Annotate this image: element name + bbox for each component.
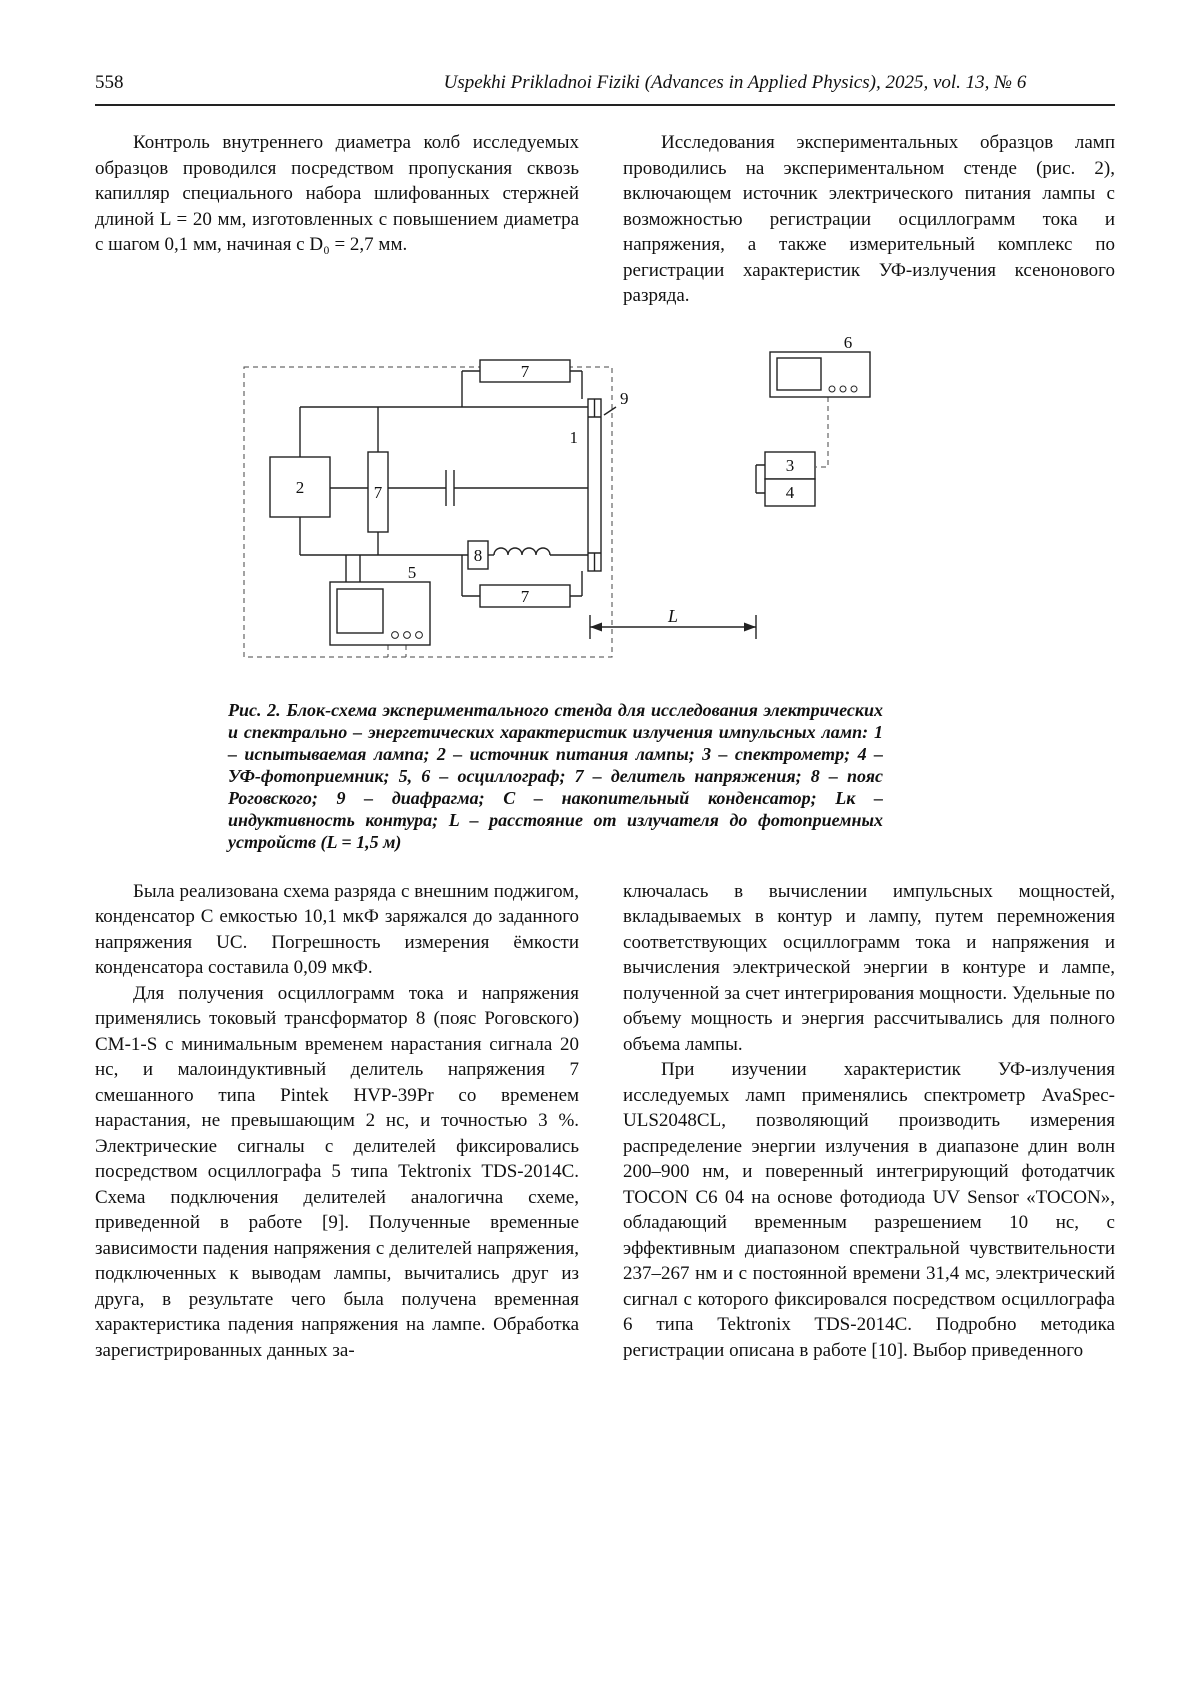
label-4: 4: [785, 482, 795, 502]
paragraph-body-right-2: При изучении характеристик УФ-излучения исследуемых ламп применялись спектрометр AvaSpec-ULS2048CL, позволяющий производить измерения распределение энергии излучения в диапазоне длин волн 200–900 нм, и поверенный интегрирующий фотодатчик TOCON C6 04 на основе фотодиода UV Sensor «TOCON», обладающий временным разрешением 10 нс, с эффективным диапазоном спектральной чувствительности 237–267 нм и с постоянной времени 31,4 мс, электрический сигнал с которого фиксировался посредством осциллографа 6 типа Tektronix TDS-2014C. Подробно методика регистрации описана в работе [10]. Выбор приведенного: [623, 1059, 1115, 1361]
paragraph-body-left-1: Была реализована схема разряда с внешним поджигом, конденсатор С емкостью 10,1 мкФ заряжался до заданного напряжения UC. Погрешность измерения ёмкости конденсатора составила 0,09 мкФ.: [95, 880, 580, 978]
inductor-symbol: [494, 548, 550, 555]
label-L: L: [667, 605, 679, 626]
body-left-column: [95, 879, 579, 1364]
oscilloscope-5: [330, 582, 430, 645]
label-6: 6: [843, 336, 853, 352]
figure-caption: Рис. 2. Блок-схема экспериментального стенда для исследования электрических и спектрально – энергетических характеристик излучения импульсных ламп: 1 – испытываемая лампа; 2 – источник питания лампы; 3 – спектрометр; 4 – УФ-фотоприемник; 5, 6 – осциллограф; 7 – делитель напряжения; 8 – пояс Роговского; 9 – диафрагма; С – накопительный конденсатор; Lк – индуктивность контура; L – расстояние от излучателя до фотоприемных устройств (L = 1,5 м): [228, 699, 883, 852]
scope6-screen: [777, 358, 821, 390]
body-right-column: [623, 879, 1115, 1364]
diaphragm-leader: [604, 407, 616, 415]
label-2: 2: [295, 477, 305, 497]
label-7-top: 7: [520, 361, 530, 381]
intro-left-column: [95, 130, 579, 309]
lamp-symbol: [588, 399, 601, 571]
journal-title: Uspekhi Prikladnoi Fiziki (Advances in Applied Physics), 2025, vol. 13, № 6: [443, 72, 1027, 93]
label-8: 8: [473, 545, 483, 565]
label-7-bottom: 7: [520, 586, 530, 606]
label-7-vertical: 7: [373, 482, 383, 502]
intro-section: [95, 130, 1115, 309]
figure-2: [95, 337, 1115, 853]
label-1: 1: [569, 427, 578, 447]
label-3: 3: [785, 455, 795, 475]
body-section: [95, 879, 1115, 1364]
capacitor-symbol: [446, 470, 454, 506]
paragraph-intro-right: Исследования экспериментальных образцов ламп проводились на экспериментальном стенде (рис. 2), включающем источник электрического питания лампы с возможностью регистрации осциллограмм тока и напряжения, а также измерительный комплекс по регистрации характеристик УФ-излучения ксенонового разряда.: [623, 132, 1115, 306]
scope5-signal-link: [388, 645, 406, 657]
oscilloscope-6: [770, 352, 870, 397]
scope6-signal-link: [816, 397, 828, 467]
header-rule: [95, 104, 1115, 106]
paragraph-body-left-2: Для получения осциллограмм тока и напряжения применялись токовый трансформатор 8 (пояс Роговского) СМ-1-S с минимальным временем нарастания сигнала 20 нс, и малоиндуктивный делитель напряжения 7 смешанного типа Pintek HVP-39Pr со временем нарастания, не превышающим 2 нс, и точностью 3 %. Электрические сигналы с делителей фиксировались посредством осциллографа 5 типа Tektronix TDS-2014C. Схема подключения делителей аналогична схеме, приведенной в работе [9]. Полученные временные зависимости падения напряжения с делителей напряжения, подключенных к выводам лампы, вычитались друг из друга, в результате чего была получена временная характеристика падения напряжения на лампе. Обработка зарегистрированных данных за-: [95, 982, 580, 1361]
page-header: [95, 72, 1115, 94]
label-9: 9: [620, 388, 629, 408]
figure-diagram: [230, 337, 910, 687]
page-number: 558: [95, 72, 124, 93]
paragraph-intro-left: Контроль внутреннего диаметра колб исследуемых образцов проводился посредством пропускания сквозь капилляр специального набора шлифованных стержней длиной L = 20 мм, изготовленных с повышением диаметра с шагом 0,1 мм, начиная с D₀ = 2,7 мм.: [95, 132, 580, 255]
intro-right-column: [623, 130, 1115, 309]
label-5: 5: [407, 562, 417, 582]
scope5-screen: [337, 589, 383, 633]
paragraph-body-right-1: ключалась в вычислении импульсных мощностей, вкладываемых в контур и лампу, путем перемножения соответствующих осциллограмм тока и напряжения и вычисления электрической энергии в контуре и лампе, полученной за счет интегрирования мощности. Удельные по объему мощность и энергия рассчитывались для полного объема лампы.: [623, 880, 1115, 1055]
